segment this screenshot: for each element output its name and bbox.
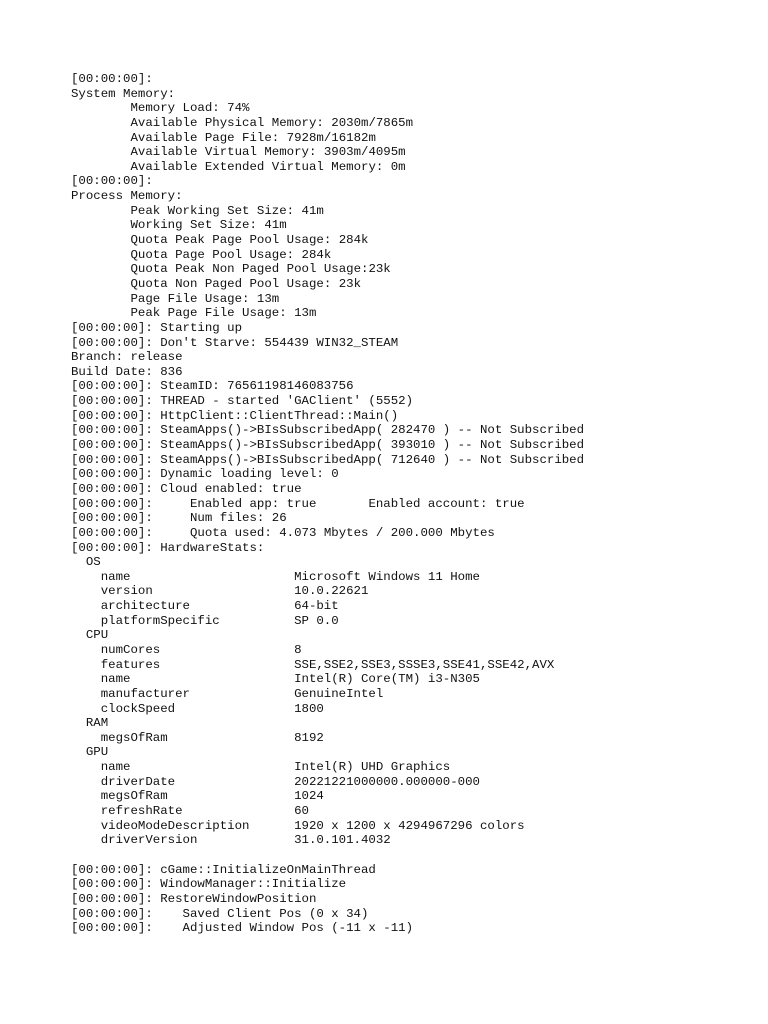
log-line: [00:00:00]: cGame::InitializeOnMainThread [71, 862, 376, 877]
log-line: [00:00:00]: Cloud enabled: true [71, 481, 302, 496]
log-line: Memory Load: 74% [71, 101, 250, 116]
log-line: name Intel(R) UHD Graphics [71, 760, 451, 775]
log-line: [00:00:00]: Dynamic loading level: 0 [71, 467, 339, 482]
log-line: RAM [71, 716, 109, 731]
log-line: platformSpecific SP 0.0 [71, 613, 339, 628]
log-line: [00:00:00]: Quota used: 4.073 Mbytes / 200.000 Mbytes [71, 525, 495, 540]
log-line: [00:00:00]: Starting up [71, 320, 243, 335]
log-line: megsOfRam 8192 [71, 730, 324, 745]
log-line: System Memory: [71, 86, 176, 101]
log-line: driverVersion 31.0.101.4032 [71, 833, 391, 848]
log-text [71, 72, 584, 936]
log-line: version 10.0.22621 [71, 584, 369, 599]
log-line: megsOfRam 1024 [71, 789, 324, 804]
log-line: Available Physical Memory: 2030m/7865m [71, 115, 414, 130]
log-line: [00:00:00]: SteamID: 76561198146083756 [71, 379, 354, 394]
log-line: [00:00:00]: Num files: 26 [71, 511, 287, 526]
log-line: Available Virtual Memory: 3903m/4095m [71, 145, 406, 160]
log-line: [00:00:00]: SteamApps()->BIsSubscribedApp( 282470 ) -- Not Subscribed [71, 423, 585, 438]
log-line: [00:00:00]: HttpClient::ClientThread::Main() [71, 408, 399, 423]
log-line: Available Extended Virtual Memory: 0m [71, 159, 406, 174]
log-line: [00:00:00]: [71, 72, 161, 86]
log-line: Working Set Size: 41m [71, 218, 287, 233]
log-line: [00:00:00]: THREAD - started 'GAClient' (5552) [71, 394, 414, 409]
log-line: [00:00:00]: Adjusted Window Pos (-11 x -11) [71, 921, 414, 936]
log-line: [00:00:00]: HardwareStats: [71, 540, 265, 555]
log-line: [00:00:00]: [71, 174, 161, 189]
log-line [71, 848, 584, 863]
log-line: architecture 64-bit [71, 599, 339, 614]
log-line: manufacturer GenuineIntel [71, 686, 384, 701]
log-line: name Microsoft Windows 11 Home [71, 569, 480, 584]
log-line: Quota Non Paged Pool Usage: 23k [71, 276, 362, 291]
log-line: GPU [71, 745, 109, 760]
log-line: [00:00:00]: WindowManager::Initialize [71, 877, 347, 892]
log-line: [00:00:00]: Enabled app: true Enabled account: true [71, 496, 525, 511]
log-line: [00:00:00]: Saved Client Pos (0 x 34) [71, 906, 369, 921]
log-line: [00:00:00]: SteamApps()->BIsSubscribedApp( 712640 ) -- Not Subscribed [71, 452, 585, 467]
log-line: Quota Peak Page Pool Usage: 284k [71, 233, 369, 248]
log-line: CPU [71, 628, 109, 643]
log-line: Quota Peak Non Paged Pool Usage:23k [71, 262, 391, 277]
log-line: [00:00:00]: Don't Starve: 554439 WIN32_STEAM [71, 335, 399, 350]
log-line: videoModeDescription 1920 x 1200 x 4294967296 colors [71, 818, 525, 833]
log-line: [00:00:00]: RestoreWindowPosition [71, 891, 317, 906]
log-line: OS [71, 555, 101, 570]
log-line: Process Memory: [71, 189, 183, 204]
log-line: Page File Usage: 13m [71, 291, 280, 306]
log-line: refreshRate 60 [71, 804, 309, 819]
log-line: Build Date: 836 [71, 364, 183, 379]
log-line: name Intel(R) Core(TM) i3-N305 [71, 672, 480, 687]
log-line: driverDate 20221221000000.000000-000 [71, 774, 480, 789]
log-line: Available Page File: 7928m/16182m [71, 130, 376, 145]
log-line: Peak Working Set Size: 41m [71, 203, 324, 218]
log-line: Branch: release [71, 350, 183, 365]
log-line: Quota Page Pool Usage: 284k [71, 247, 332, 262]
log-line: [00:00:00]: SteamApps()->BIsSubscribedApp( 393010 ) -- Not Subscribed [71, 438, 585, 453]
log-line: clockSpeed 1800 [71, 701, 324, 716]
log-line: features SSE,SSE2,SSE3,SSSE3,SSE41,SSE42,AVX [71, 657, 555, 672]
log-line: numCores 8 [71, 642, 302, 657]
log-line: Peak Page File Usage: 13m [71, 306, 317, 321]
